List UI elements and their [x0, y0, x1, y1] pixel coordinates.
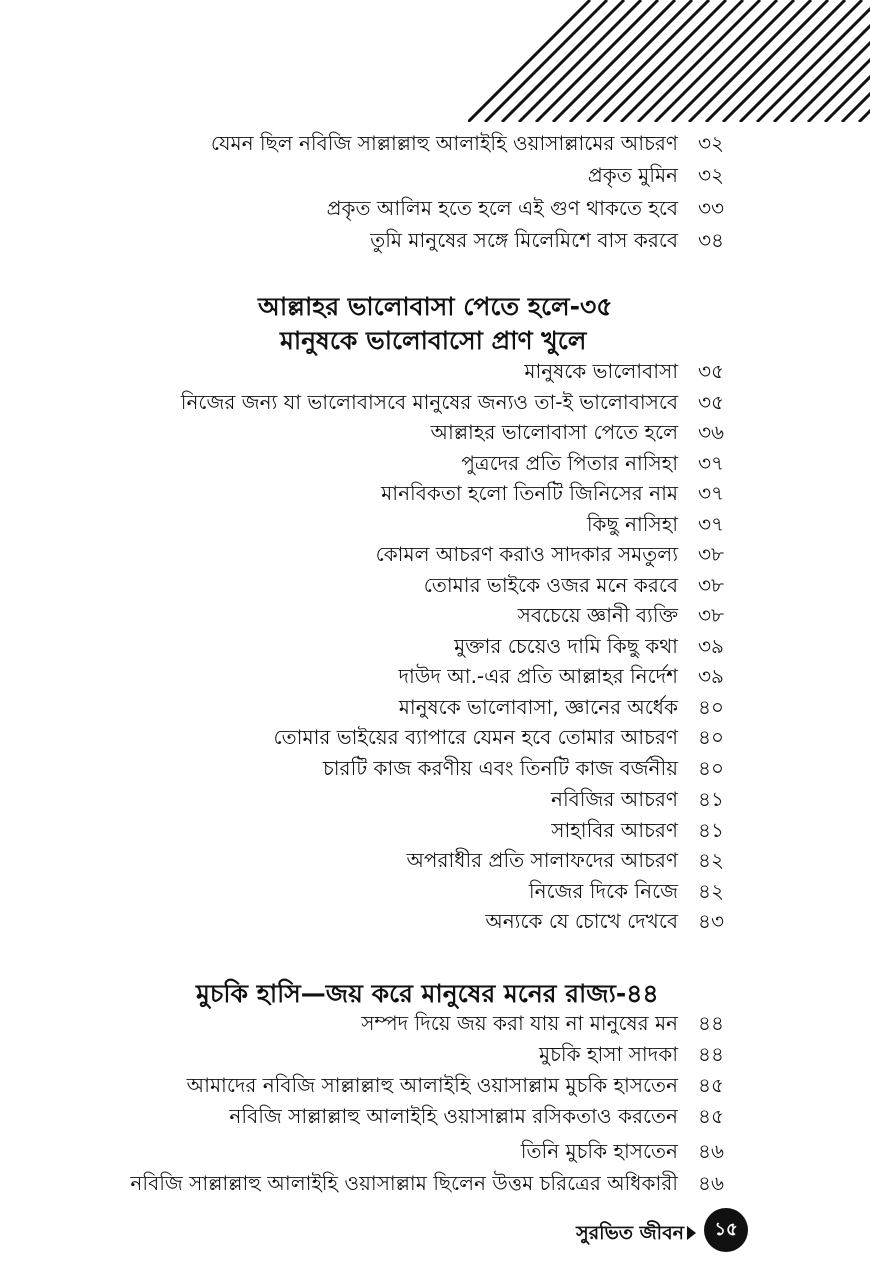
- toc-entry: [0, 906, 870, 936]
- decorative-stripes: [468, 0, 870, 122]
- toc-entry-page: ৩৪: [698, 228, 724, 252]
- toc-entry-page: ৪১: [698, 818, 724, 842]
- toc-entry: [0, 876, 870, 906]
- toc-entry-page: ৪০: [698, 695, 724, 719]
- toc-entry-title: মানুষকে ভালোবাসা, জ্ঞানের অর্ধেক: [398, 695, 678, 719]
- toc-entry-page: ৩৩: [698, 196, 725, 220]
- toc-entry: [0, 1070, 870, 1100]
- toc-entry-page: ৪১: [698, 787, 724, 811]
- toc-entry: [0, 815, 870, 845]
- toc-entry-page: ৩৮: [698, 573, 724, 597]
- toc-entry: [0, 845, 870, 875]
- toc-entry-page: ৪০: [698, 725, 724, 749]
- toc-entry-title: অন্যকে যে চোখে দেখবে: [485, 909, 678, 933]
- section-heading: মুচকি হাসি—জয় করে মানুষের মনের রাজ্য-৪৪: [196, 979, 659, 1008]
- toc-entry-page: ৪৫: [698, 1073, 724, 1097]
- toc-entry-title: নবিজির আচরণ: [551, 787, 678, 811]
- toc-entry: [0, 631, 870, 661]
- toc-entry: [0, 661, 870, 691]
- toc-entry-title: চারটি কাজ করণীয় এবং তিনটি কাজ বর্জনীয়: [322, 756, 678, 780]
- toc-entry-page: ৩৮: [698, 542, 724, 566]
- toc-entry-page: ৪৪: [698, 1011, 724, 1035]
- toc-entry-page: ৩৯: [698, 634, 724, 658]
- toc-entry-title: অপরাধীর প্রতি সালাফদের আচরণ: [406, 848, 678, 872]
- footer-arrow-icon: [687, 1226, 696, 1240]
- section-heading: আল্লাহর ভালোবাসা পেতে হলে-৩৫: [258, 292, 613, 321]
- toc-entry: [0, 1136, 870, 1166]
- toc-entry-title: সাহাবির আচরণ: [551, 818, 678, 842]
- toc-entry-page: ৪৫: [698, 1104, 724, 1128]
- toc-entry: [0, 417, 870, 447]
- stripe-line: [842, 0, 870, 122]
- toc-entry-title: প্রকৃত মুমিন: [587, 163, 678, 187]
- toc-entry: [0, 600, 870, 630]
- toc-entry-page: ৩৭: [698, 481, 725, 505]
- toc-entry-page: ৩৬: [698, 420, 725, 444]
- toc-entry: [0, 1168, 870, 1198]
- toc-entry-title: তোমার ভাইয়ের ব্যাপারে যেমন হবে তোমার আচরণ: [273, 725, 678, 749]
- toc-entry: [0, 160, 870, 190]
- toc-entry: [0, 1039, 870, 1069]
- toc-entry-title: আমাদের নবিজি সাল্লাল্লাহু আলাইহি ওয়াসাল্লাম মুচকি হাসতেন: [186, 1073, 678, 1097]
- toc-entry-title: কোমল আচরণ করাও সাদকার সমতুল্য: [375, 542, 678, 566]
- toc-entry-page: ৪২: [698, 879, 724, 903]
- toc-entry-page: ৪০: [698, 756, 724, 780]
- toc-entry: [0, 570, 870, 600]
- footer-page-number: ১৫: [704, 1208, 748, 1252]
- toc-entry: [0, 356, 870, 386]
- toc-entry-page: ৩২: [698, 163, 725, 187]
- stripe-line: [825, 0, 870, 122]
- toc-entry: [0, 784, 870, 814]
- toc-entry-page: ৩৮: [698, 603, 724, 627]
- toc-entry-title: নিজের দিকে নিজে: [528, 879, 678, 903]
- toc-entry: [0, 478, 870, 508]
- toc-entry: [0, 1008, 870, 1038]
- toc-entry-page: ৪৪: [698, 1042, 724, 1066]
- toc-entry-page: ৪২: [698, 848, 724, 872]
- toc-entry-page: ৩৫: [698, 359, 724, 383]
- toc-entry-page: ৩৭: [698, 451, 725, 475]
- toc-entry-title: সবচেয়ে জ্ঞানী ব্যক্তি: [517, 603, 678, 627]
- toc-entry-page: ৩৯: [698, 664, 724, 688]
- toc-entry-page: ৩৫: [698, 390, 724, 414]
- toc-entry-title: তিনি মুচকি হাসতেন: [520, 1139, 678, 1163]
- toc-entry-page: ৪৬: [698, 1139, 724, 1163]
- toc-entry-page: ৩২: [698, 131, 725, 155]
- toc-entry-page: ৩৭: [698, 512, 725, 536]
- toc-entry-title: কিছু নাসিহা: [586, 512, 678, 536]
- toc-entry-title: মুচকি হাসা সাদকা: [539, 1042, 678, 1066]
- section-subheading: মানুষকে ভালোবাসো প্রাণ খুলে: [280, 326, 587, 355]
- toc-entry: [0, 387, 870, 417]
- toc-entry-title: আল্লাহর ভালোবাসা পেতে হলে: [430, 420, 678, 444]
- toc-entry-title: তোমার ভাইকে ওজর মনে করবে: [423, 573, 678, 597]
- toc-entry-title: নবিজি সাল্লাল্লাহু আলাইহি ওয়াসাল্লাম ছিলেন উত্তম চরিত্রের অধিকারী: [130, 1171, 678, 1195]
- toc-entry-title: মুক্তার চেয়েও দামি কিছু কথা: [454, 634, 678, 658]
- toc-entry-title: পুত্রদের প্রতি পিতার নাসিহা: [461, 451, 678, 475]
- toc-entry: [0, 1101, 870, 1131]
- toc-entry-title: নবিজি সাল্লাল্লাহু আলাইহি ওয়াসাল্লাম রসিকতাও করতেন: [229, 1104, 678, 1128]
- toc-entry-title: মানুষকে ভালোবাসা: [524, 359, 678, 383]
- toc-entry: [0, 722, 870, 752]
- toc-entry-page: ৪৩: [698, 909, 724, 933]
- toc-entry-title: মানবিকতা হলো তিনটি জিনিসের নাম: [381, 481, 678, 505]
- toc-entry-title: প্রকৃত আলিম হতে হলে এই গুণ থাকতে হবে: [326, 196, 678, 220]
- toc-entry-page: ৪৬: [698, 1171, 724, 1195]
- toc-entry: [0, 753, 870, 783]
- footer-book-title: সুরভিত জীবন: [576, 1222, 684, 1244]
- toc-entry-title: দাউদ আ.-এর প্রতি আল্লাহর নির্দেশ: [398, 664, 678, 688]
- toc-entry: [0, 193, 870, 223]
- toc-entry: [0, 539, 870, 569]
- toc-entry: [0, 692, 870, 722]
- toc-entry-title: তুমি মানুষের সঙ্গে মিলেমিশে বাস করবে: [370, 228, 678, 252]
- toc-entry-title: নিজের জন্য যা ভালোবাসবে মানুষের জন্যও তা-ই ভালোবাসবে: [180, 390, 678, 414]
- toc-entry-title: যেমন ছিল নবিজি সাল্লাল্লাহু আলাইহি ওয়াসাল্লামের আচরণ: [210, 131, 678, 155]
- toc-entry: [0, 509, 870, 539]
- stripe-line: [774, 0, 870, 122]
- toc-entry-title: সম্পদ দিয়ে জয় করা যায় না মানুষের মন: [361, 1011, 678, 1035]
- toc-entry: [0, 128, 870, 158]
- toc-entry: [0, 225, 870, 255]
- toc-entry: [0, 448, 870, 478]
